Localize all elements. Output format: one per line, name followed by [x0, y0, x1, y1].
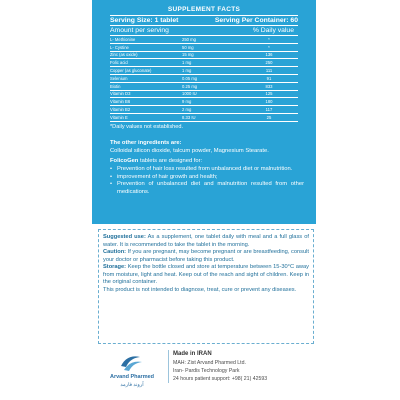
nutrient-dv: 91	[266, 75, 272, 81]
storage-text: Keep the bottle closed and store at temperature between 15-30°C away from moisture, light and heat. Keep out of the reach and sight of children. Keep in the original container.	[103, 264, 309, 286]
nutrient-dv: 117	[265, 107, 273, 113]
nutrient-name: Zinc (as oxide)	[110, 52, 138, 58]
table-row	[110, 44, 298, 52]
nutrient-name: L- Methionine	[110, 36, 136, 42]
storage	[103, 264, 309, 287]
brand-name: FolicoGen	[110, 158, 139, 165]
nutrient-name: Vitamin D3	[110, 91, 131, 97]
designed-intro: tablets are designed for:	[138, 158, 203, 165]
table-row	[110, 106, 298, 114]
table-row	[110, 114, 298, 122]
nutrient-dv: 250	[265, 60, 273, 66]
amount-header: Amount per serving	[110, 27, 169, 34]
caution-label: Caution:	[103, 249, 127, 256]
nutrient-name: L- Cystine	[110, 44, 129, 50]
nutrient-amount: 0.05 mg	[182, 75, 198, 81]
table-row	[110, 36, 298, 44]
nutrient-dv: 111	[265, 68, 273, 74]
support-line: 24 hours patient support: +98( 21) 42593	[173, 376, 268, 383]
amount-header-row	[110, 26, 298, 36]
nutrient-amount: 0.25 mg	[182, 83, 198, 89]
daily-value-note: *Daily values not established.	[110, 124, 184, 130]
nutrient-dv: 833	[265, 83, 273, 89]
serving-row	[110, 16, 298, 26]
nutrient-amount: 15 mg	[182, 52, 194, 58]
table-row	[110, 67, 298, 75]
caution	[103, 249, 309, 264]
list-item: • Prevention of hair loss resulted from unbalanced diet or malnutrition.	[110, 166, 304, 174]
suggested-use	[103, 234, 309, 249]
list-item: • improvement of hair growth and health;	[110, 174, 304, 182]
usage-box	[98, 229, 314, 344]
suggested-use-label: Suggested use:	[103, 234, 146, 240]
designed-for-line	[110, 158, 304, 166]
servings-per-container: Serving Per Container: 60	[214, 17, 298, 24]
logo-name: Arvand Pharmed	[109, 374, 154, 380]
nutrient-amount: 1 mg	[182, 60, 192, 66]
nutrient-amount: 1 mg	[182, 68, 192, 74]
nutrient-dv: *	[268, 44, 270, 50]
made-in: Made in IRAN	[173, 351, 212, 357]
nutrient-name: Copper (as gluconate)	[110, 68, 152, 74]
logo-subtitle: آروند فارمد	[120, 382, 144, 388]
nutrient-dv: 136	[265, 52, 273, 58]
nutrient-dv: 180	[265, 99, 273, 105]
nutrient-dv: *	[268, 36, 270, 42]
facts-title: SUPPLEMENT FACTS	[110, 6, 298, 16]
uses-list	[110, 166, 304, 197]
nutrient-name: Vitamin B2	[110, 107, 131, 113]
table-row	[110, 98, 298, 106]
nutrient-rows	[110, 36, 298, 122]
nutrient-amount: 1000 IU	[182, 91, 197, 97]
storage-label: Storage:	[103, 264, 127, 271]
manufacturer-info	[168, 350, 308, 383]
table-row	[110, 91, 298, 99]
ingredients-section	[110, 140, 304, 196]
nutrient-amount: 8.33 IU	[182, 114, 196, 120]
ingredients-heading: The other ingredients are:	[110, 140, 182, 146]
nutrient-name: Folic acid	[110, 60, 128, 66]
park-line: Iran- Pardis Technology Park	[173, 368, 240, 375]
company-logo	[96, 352, 168, 396]
table-row	[110, 83, 298, 91]
nutrient-dv: 125	[265, 91, 273, 97]
supplement-facts-panel	[92, 0, 316, 224]
nutrient-amount: 250 mg	[182, 36, 196, 42]
table-row	[110, 52, 298, 60]
nutrient-amount: 9 mg	[182, 99, 192, 105]
disclaimer: This product is not intended to diagnose, treat, cure or prevent any diseases.	[103, 286, 297, 293]
table-row	[110, 75, 298, 83]
wave-logo-icon	[118, 352, 144, 374]
nutrient-name: Biotin	[110, 83, 121, 89]
nutrient-name: Selenium	[110, 75, 128, 81]
caution-text: If you are pregnant, may become pregnant or are breastfeeding, consult your doctor or pharmacist before taking this product.	[103, 249, 309, 263]
nutrient-name: Vitamin E	[110, 114, 128, 120]
nutrient-amount: 50 mg	[182, 44, 194, 50]
suggested-use-text: As a supplement, one tablet daily with meal and a full glass of water. It is recommended to take the tablet in the morning.	[103, 234, 309, 248]
serving-size: Serving Size: 1 tablet	[110, 17, 179, 24]
mah-line: MAH: Zist Arvand Pharmed Ltd.	[173, 360, 246, 367]
daily-value-header: % Daily value	[252, 27, 294, 34]
table-row	[110, 59, 298, 67]
nutrient-amount: 2 mg	[182, 107, 192, 113]
nutrient-dv: 25	[266, 114, 272, 120]
list-item: • Prevention of unbalanced diet and malnutrition resulted from other medications.	[110, 181, 304, 196]
ingredients-text: Colloidal silicon dioxide, talcum powder, Magnesium Stearate.	[110, 147, 269, 154]
nutrient-name: Vitamin B6	[110, 99, 131, 105]
supplement-facts-table	[110, 6, 298, 122]
